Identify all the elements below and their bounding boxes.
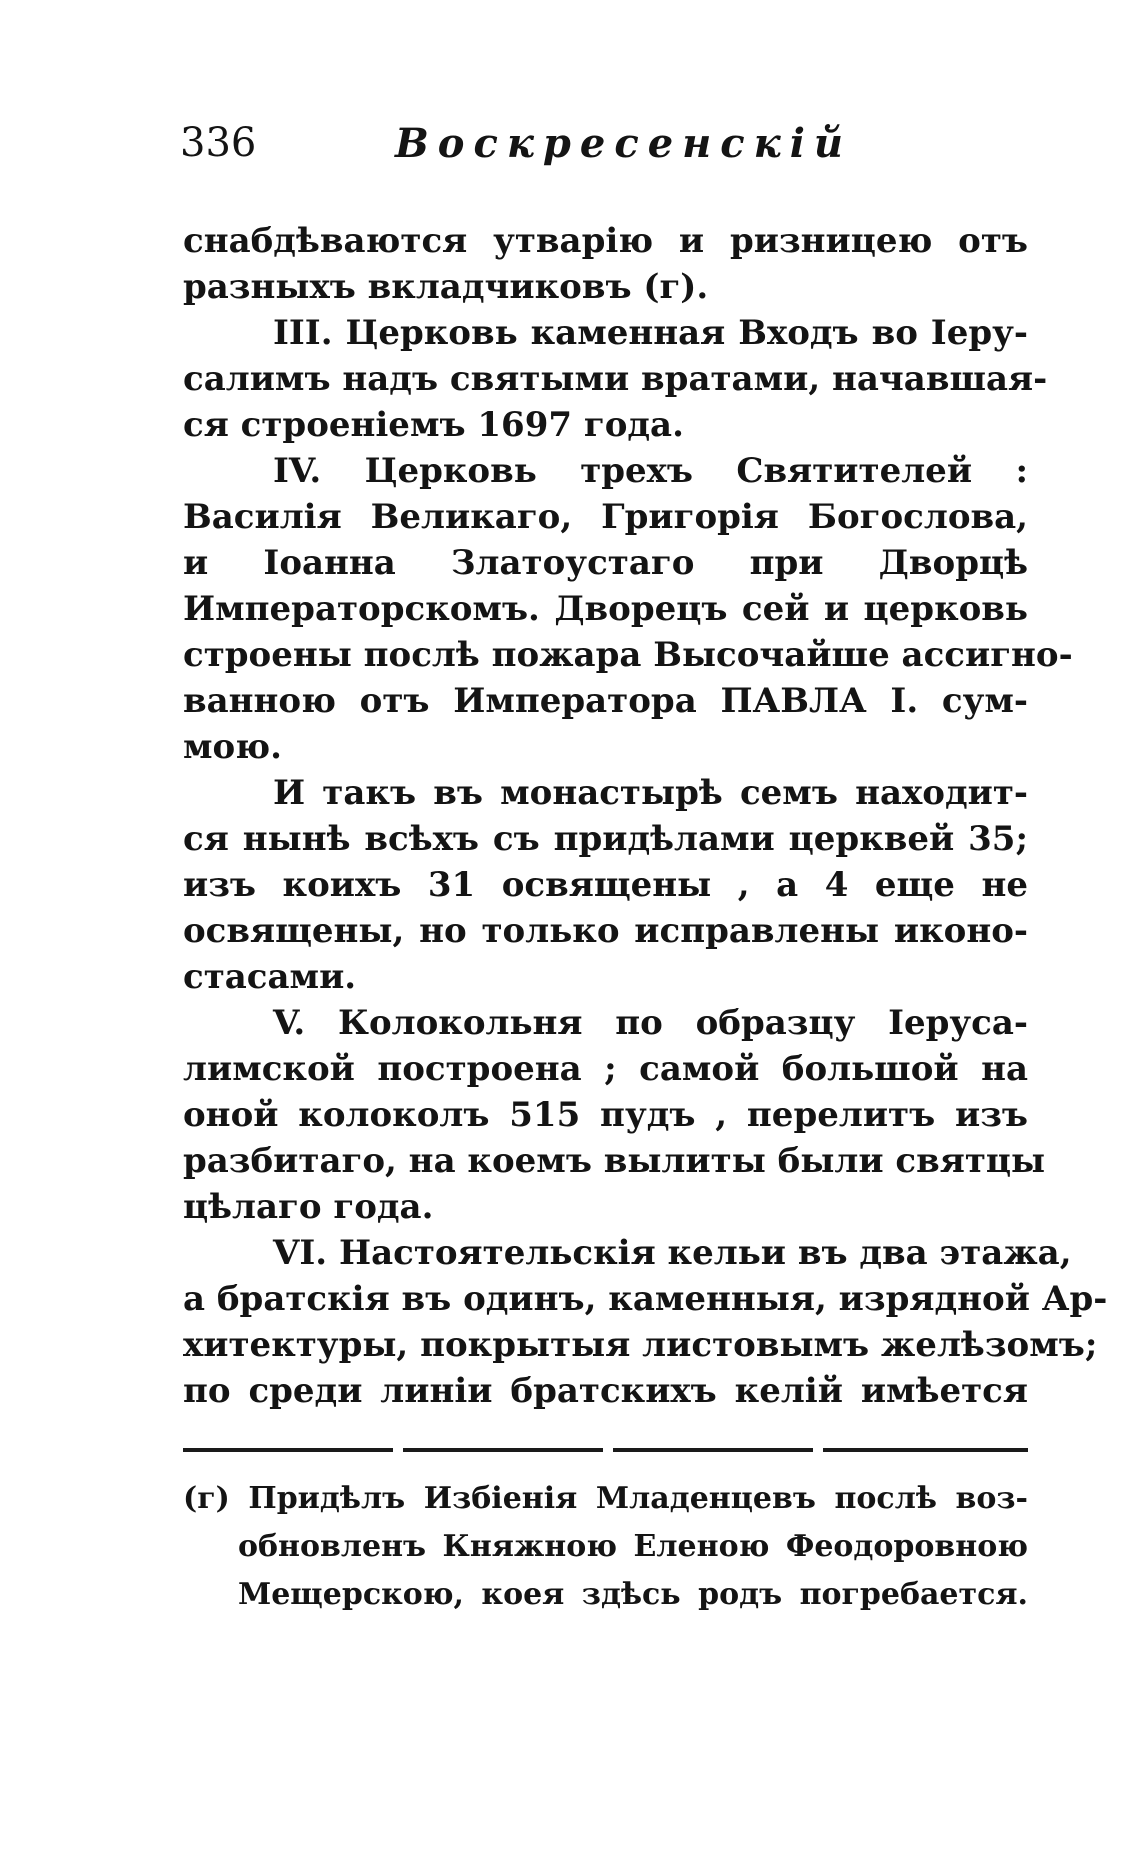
page-number: 336 [180, 120, 257, 166]
text-line: разныхъ вкладчиковъ (г). [183, 267, 709, 307]
text-line: по среди линіи братскихъ келій имѣется [183, 1371, 1028, 1411]
text-line: строены послѣ пожара Высочайше ассигно- [183, 635, 1073, 675]
text-line: Василія Великаго, Григорія Богослова, [183, 497, 1028, 537]
text-line: лимской построена ; самой большой на [183, 1049, 1028, 1089]
text-line: а братскія въ одинъ, каменныя, изрядной Ар- [183, 1279, 1108, 1319]
text-line: оной колоколъ 515 пудъ , перелитъ изъ [183, 1095, 1028, 1135]
text-line: освящены, но только исправлены иконо- [183, 911, 1028, 951]
page-header [180, 120, 1030, 180]
text-line: ванною отъ Императора ПАВЛА I. сум- [183, 681, 1028, 721]
text-line: хитектуры, покрытыя листовымъ желѣзомъ; [183, 1325, 1098, 1365]
text-line: V. Колокольня по образцу Іерусa- [273, 1003, 1028, 1043]
footnote-line: (г) Придѣлъ Избіенія Младенцевъ послѣ воз- [183, 1481, 1028, 1516]
text-line: И такъ въ монастырѣ семъ находит- [273, 773, 1028, 813]
text-line: салимъ надъ святыми вратами, начавшая- [183, 359, 1048, 399]
text-line: цѣлаго года. [183, 1187, 434, 1227]
text-line: ся строеніемъ 1697 года. [183, 405, 684, 445]
footnote-line: обновленъ Княжною Еленою Феодоровною [238, 1529, 1028, 1564]
text-line: стасами. [183, 957, 357, 997]
body-text [183, 218, 1108, 1414]
text-line: ся нынѣ всѣхъ съ придѣлами церквей 35; [183, 819, 1028, 859]
text-line: и Іоанна Златоустаго при Дворцѣ [183, 543, 1028, 583]
text-line: изъ коихъ 31 освящены , а 4 еще не [183, 865, 1028, 905]
text-line: IV. Церковь трехъ Святителей : [273, 451, 1028, 491]
text-line: Императорскомъ. Дворецъ сей и церковь [183, 589, 1028, 629]
footnote-line: Мещерскою, коея здѣсь родъ погребается. [238, 1577, 1028, 1612]
text-line: III. Церковь каменная Входъ во Іеру- [273, 313, 1028, 353]
text-line: разбитаго, на коемъ вылиты были святцы [183, 1141, 1046, 1181]
running-head: Воскресенскій [395, 120, 852, 167]
footnote [183, 1475, 1028, 1619]
text-line: снабдѣваются утварію и ризницею отъ [183, 221, 1028, 261]
text-line: VI. Настоятельскія кельи въ два этажа, [273, 1233, 1072, 1273]
text-line: мою. [183, 727, 282, 767]
footnote-divider [183, 1448, 1028, 1452]
